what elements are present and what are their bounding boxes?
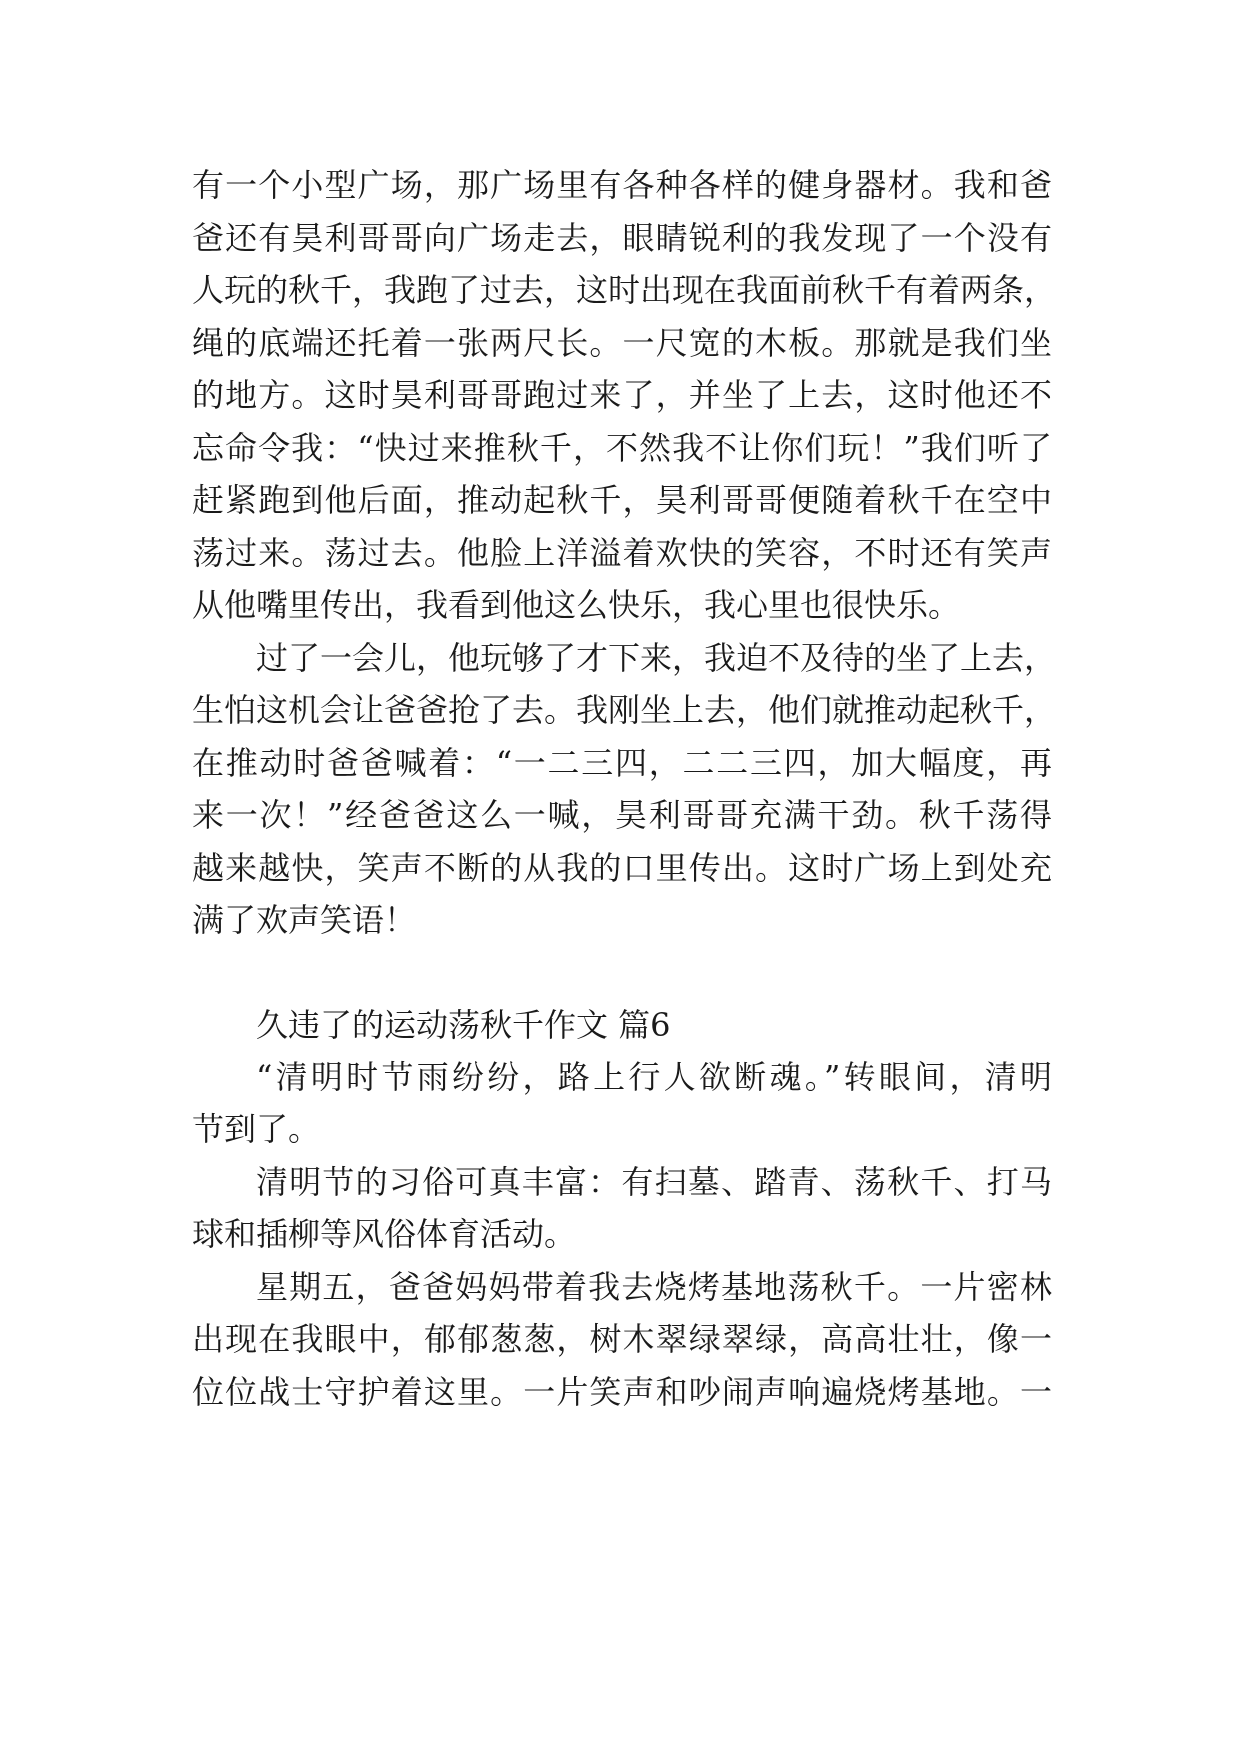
document-page xyxy=(192,159,1057,1418)
text-line: 人玩的秋千，我跑了过去，这时出现在我面前秋千有着两条， xyxy=(192,271,1057,309)
text-line: 有一个小型广场，那广场里有各种各样的健身器材。我和爸 xyxy=(192,166,1052,204)
text-line: 赶紧跑到他后面，推动起秋千，昊利哥哥便随着秋千在空中 xyxy=(192,481,1052,519)
paragraph xyxy=(192,632,1057,947)
paragraph xyxy=(192,159,1057,632)
text-line: 生怕这机会让爸爸抢了去。我刚坐上去，他们就推动起秋千， xyxy=(192,691,1057,729)
section-spacer xyxy=(192,947,1052,999)
text-line: 忘命令我：“快过来推秋千，不然我不让你们玩！”我们听了 xyxy=(192,428,1052,467)
text-line: 的地方。这时昊利哥哥跑过来了，并坐了上去，这时他还不 xyxy=(192,376,1052,414)
text-line: 满了欢声笑语！ xyxy=(192,901,417,939)
text-line: 爸还有昊利哥哥向广场走去，眼睛锐利的我发现了一个没有 xyxy=(192,218,1052,257)
text-line: 荡过来。荡过去。他脸上洋溢着欢快的笑容，不时还有笑声 xyxy=(192,533,1052,572)
paragraph xyxy=(192,1156,1052,1261)
section-heading: 久违了的运动荡秋千作文 篇6 xyxy=(256,1005,671,1044)
text-line: “清明时节雨纷纷，路上行人欲断魂。”转眼间，清明 xyxy=(256,1057,1052,1096)
text-line: 越来越快，笑声不断的从我的口里传出。这时广场上到处充 xyxy=(192,848,1052,887)
text-line: 清明节的习俗可真丰富：有扫墓、踏青、荡秋千、打马 xyxy=(256,1162,1052,1201)
text-line: 出现在我眼中，郁郁葱葱，树木翠绿翠绿，高高壮壮，像一 xyxy=(192,1320,1052,1358)
paragraph xyxy=(192,1051,1052,1156)
text-line: 节到了。 xyxy=(192,1110,321,1148)
text-line: 绳的底端还托着一张两尺长。一尺宽的木板。那就是我们坐 xyxy=(192,323,1052,362)
text-line: 从他嘴里传出，我看到他这么快乐，我心里也很快乐。 xyxy=(192,586,961,624)
text-line: 球和插柳等风俗体育活动。 xyxy=(192,1215,577,1253)
paragraph xyxy=(192,1261,1052,1419)
text-line: 在推动时爸爸喊着：“一二三四，二二三四，加大幅度，再 xyxy=(192,743,1052,782)
text-line: 位位战士守护着这里。一片笑声和吵闹声响遍烧烤基地。一 xyxy=(192,1372,1052,1411)
text-line: 星期五，爸爸妈妈带着我去烧烤基地荡秋千。一片密林 xyxy=(256,1267,1052,1306)
text-line: 来一次！”经爸爸这么一喊，昊利哥哥充满干劲。秋千荡得 xyxy=(192,796,1052,834)
text-line: 过了一会儿，他玩够了才下来，我迫不及待的坐了上去， xyxy=(256,638,1057,677)
